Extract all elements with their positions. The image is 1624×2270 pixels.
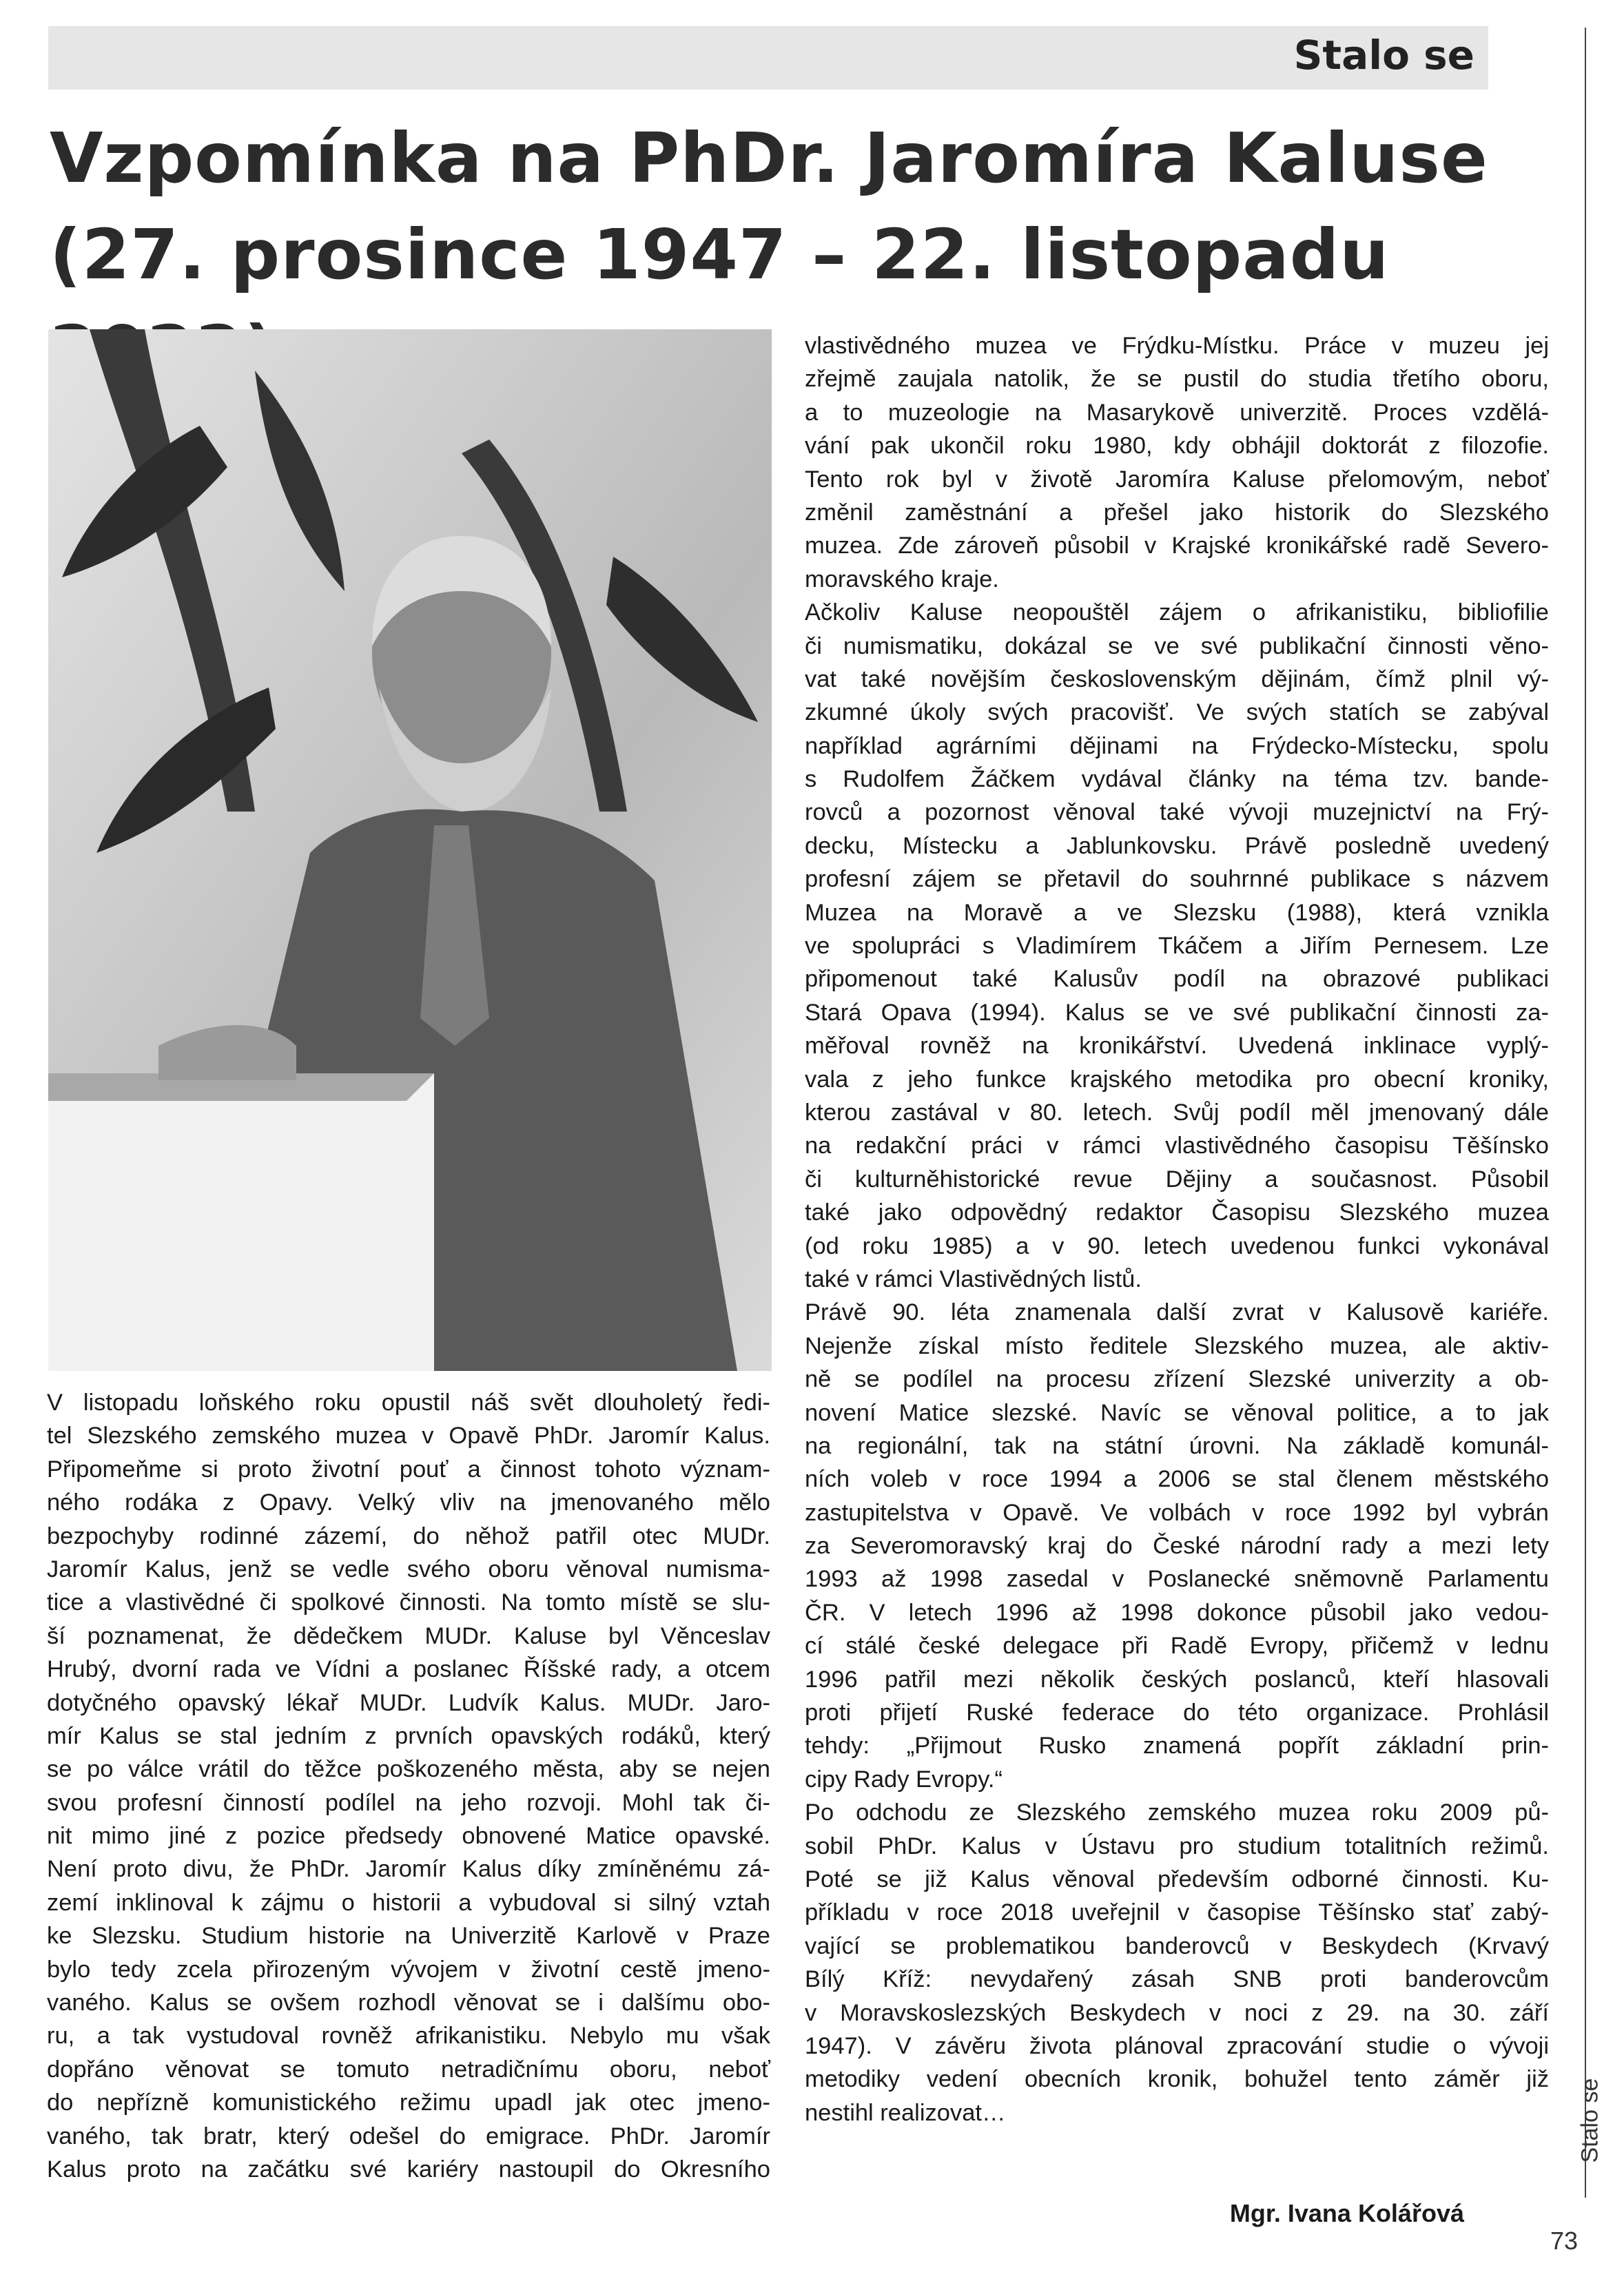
body-line: ke Slezsku. Studium historie na Univerzitě Karlově v Praze [47,1923,770,1950]
body-line: Kalus proto na začátku své kariéry nastoupil do Okresního [47,2156,770,2183]
body-line: vaného, tak bratr, který odešel do emigrace. PhDr. Jaromír [47,2123,770,2149]
body-line: dotyčného opavský lékař MUDr. Ludvík Kalus. MUDr. Jaro- [47,1689,770,1716]
body-line: novení Matice slezské. Navíc se věnoval politice, a to jak [805,1399,1549,1426]
body-line: decku, Místecku a Jablunkovsku. Právě posledně uvedený [805,832,1549,859]
body-line: Bílý Kříž: nevydařený zásah SNB proti banderovcům [805,1966,1549,1993]
body-line: Není proto divu, že PhDr. Jaromír Kalus díky zmíněnému zá- [47,1856,770,1883]
portrait-photo-image [48,329,772,1371]
body-line: tehdy: „Přijmout Rusko znamená popřít základní prin- [805,1733,1549,1760]
body-line: Poté se již Kalus věnoval především odborné činnosti. Ku- [805,1866,1549,1892]
body-line: či numismatiku, dokázal se ve své publikační činnosti věno- [805,632,1549,659]
body-line: a to muzeologie na Masarykově univerzitě. Proces vzdělá- [805,399,1549,426]
body-line: Právě 90. léta znamenala další zvrat v Kalusově kariéře. [805,1299,1549,1326]
body-line: proti přijetí Ruské federace do této organizace. Prohlásil [805,1700,1549,1726]
body-line: nit mimo jiné z pozice předsedy obnovené Matice opavské. [47,1823,770,1850]
body-line: tel Slezského zemského muzea v Opavě PhDr. Jaromír Kalus. [47,1423,770,1449]
body-line: ČR. V letech 1996 až 1998 dokonce působil jako vedou- [805,1599,1549,1626]
body-line: bezpochyby rodinné zázemí, do něhož patřil otec MUDr. [47,1523,770,1549]
body-line: Tento rok byl v životě Jaromíra Kaluse přelomovým, neboť [805,466,1549,493]
left-text-column [47,1386,770,2186]
body-line: rovců a pozornost věnoval také vývoji muzejnictví na Frý- [805,799,1549,826]
body-line: s Rudolfem Žáčkem vydával články na téma tzv. bande- [805,766,1549,793]
body-line: vaného. Kalus se ovšem rozhodl věnovat se i dalšímu obo- [47,1990,770,2016]
body-line: zastupitelstva v Opavě. Ve volbách v roce 1992 byl vybrán [805,1499,1549,1526]
body-line: Stará Opava (1994). Kalus se ve své publikační činnosti za- [805,999,1549,1026]
article-title-line-2: (27. prosince 1947 – 22. listopadu [50,214,1390,295]
body-line: Nejenže získal místo ředitele Slezského muzea, ale aktiv- [805,1332,1549,1359]
body-line: svou profesní činností podílel na jeho rozvoji. Mohl tak či- [47,1789,770,1816]
body-line: vající se problematikou banderovců v Beskydech (Krvavý [805,1932,1549,1959]
body-line: změnil zaměstnání a přešel jako historik do Slezského [805,499,1549,526]
body-line: 1947). V závěru života plánoval zpracování studie o vývoji [805,2032,1549,2059]
body-line: příkladu v roce 2018 uveřejnil v časopise Těšínsko stať zabý- [805,1899,1549,1926]
body-line: 1996 patřil mezi několik českých poslanců, kteří hlasovali [805,1666,1549,1693]
body-line: či kulturněhistorické revue Dějiny a současnost. Působil [805,1166,1549,1193]
body-line: profesní zájem se přetavil do souhrnné publikace s názvem [805,866,1549,893]
body-line: nestihl realizovat… [805,2099,1006,2126]
body-line: V listopadu loňského roku opustil náš svět dlouholetý ředi- [47,1390,770,1416]
body-line: připomenout také Kalusův podíl na obrazové publikaci [805,966,1549,993]
body-line: cí stálé české delegace při Radě Evropy, přičemž v lednu [805,1633,1549,1660]
body-line: například agrárními dějinami na Frýdecko-Místecku, spolu [805,732,1549,759]
article-title-line-1: Vzpomínka na PhDr. Jaromíra Kaluse [50,118,1488,198]
body-line: sobil PhDr. Kalus v Ústavu pro studium totalitních režimů. [805,1833,1549,1859]
body-line: ně se podílel na procesu zřízení Slezské univerzity a ob- [805,1366,1549,1393]
body-line: metodiky vedení obecních kronik, bohužel tento záměr již [805,2066,1549,2093]
right-margin-rule [1585,28,1586,2198]
section-header-band [48,26,1488,90]
body-line: za Severomoravský kraj do České národní rady a mezi lety [805,1533,1549,1560]
body-line: ší poznamenat, že dědečkem MUDr. Kaluse byl Věnceslav [47,1622,770,1649]
section-tag: Stalo se [1293,32,1474,79]
body-line: ních voleb v roce 1994 a 2006 se stal členem městského [805,1466,1549,1493]
body-line: měřoval rovněž na kronikářství. Uvedená inklinace vyplý- [805,1033,1549,1060]
body-line: zřejmě zaujala natolik, že se pustil do studia třetího oboru, [805,366,1549,393]
body-line: moravského kraje. [805,566,999,592]
side-section-tag-label: Stalo se [1576,2078,1603,2163]
body-line: se po válce vrátil do těžce poškozeného města, aby se nejen [47,1756,770,1783]
body-line: ru, a tak vystudoval rovněž afrikanistiku. Nebylo mu však [47,2023,770,2050]
body-line: Po odchodu ze Slezského zemského muzea roku 2009 pů- [805,1799,1549,1826]
body-line: dopřáno věnovat se tomuto netradičnímu oboru, neboť [47,2056,770,2083]
body-line: tice a vlastivědné či spolkové činnosti. Na tomto místě se slu- [47,1589,770,1616]
body-line: do nepřízně komunistického režimu upadl jak otec jmeno- [47,2090,770,2116]
body-line: ve spolupráci s Vladimírem Tkáčem a Jiřím Pernesem. Lze [805,933,1549,960]
portrait-photo [48,329,772,1371]
body-line: Připomeňme si proto životní pouť a činnost tohoto význam- [47,1456,770,1483]
body-line: bylo tedy zcela přirozeným vývojem v životní cestě jmeno- [47,1956,770,1983]
body-line: vala z jeho funkce krajského metodika pro obecní kroniky, [805,1066,1549,1093]
body-line: v Moravskoslezských Beskydech v noci z 29. na 30. září [805,1999,1549,2026]
body-line: také v rámci Vlastivědných listů. [805,1266,1142,1292]
body-line: ného rodáka z Opavy. Velký vliv na jmenovaného mělo [47,1489,770,1516]
body-line: zkumné úkoly svých pracovišť. Ve svých statích se zabýval [805,699,1549,726]
body-line: 1993 až 1998 zasedal v Poslanecké sněmovně Parlamentu [805,1566,1549,1593]
body-line: muzea. Zde zároveň působil v Krajské kronikářské radě Severo- [805,533,1549,559]
body-line: Hrubý, dvorní rada ve Vídni a poslanec Říšské rady, a otcem [47,1656,770,1683]
body-line: zemí inklinoval k zájmu o historii a vybudoval si silný vztah [47,1889,770,1916]
body-line: Ačkoliv Kaluse neopouštěl zájem o afrikanistiku, bibliofilie [805,599,1549,626]
body-line: vlastivědného muzea ve Frýdku-Místku. Práce v muzeu jej [805,333,1549,359]
body-line: vání pak ukončil roku 1980, kdy obhájil doktorát z filozofie. [805,433,1549,460]
body-line: (od roku 1985) a v 90. letech uvedenou funkci vykonával [805,1232,1549,1259]
body-line: na regionální, tak na státní úrovni. Na základě komunál- [805,1432,1549,1459]
right-text-column [805,329,1549,2129]
body-line: také jako odpovědný redaktor Časopisu Slezského muzea [805,1199,1549,1226]
body-line: kterou zastával v 80. letech. Svůj podíl měl jmenovaný dále [805,1099,1549,1126]
body-line: mír Kalus se stal jedním z prvních opavských rodáků, který [47,1722,770,1749]
side-section-tag [1570,2074,1611,2170]
body-line: na redakční práci v rámci vlastivědného časopisu Těšínsko [805,1133,1549,1159]
body-line: vat také novějším československým dějinám, čímž plnil vý- [805,665,1549,692]
body-line: Muzea na Moravě a ve Slezsku (1988), která vznikla [805,899,1549,926]
article-author: Mgr. Ivana Kolářová [1229,2199,1464,2227]
page-number: 73 [1550,2227,1579,2255]
body-line: Jaromír Kalus, jenž se vedle svého oboru věnoval numisma- [47,1556,770,1582]
body-line: cipy Rady Evropy.“ [805,1766,1003,1793]
